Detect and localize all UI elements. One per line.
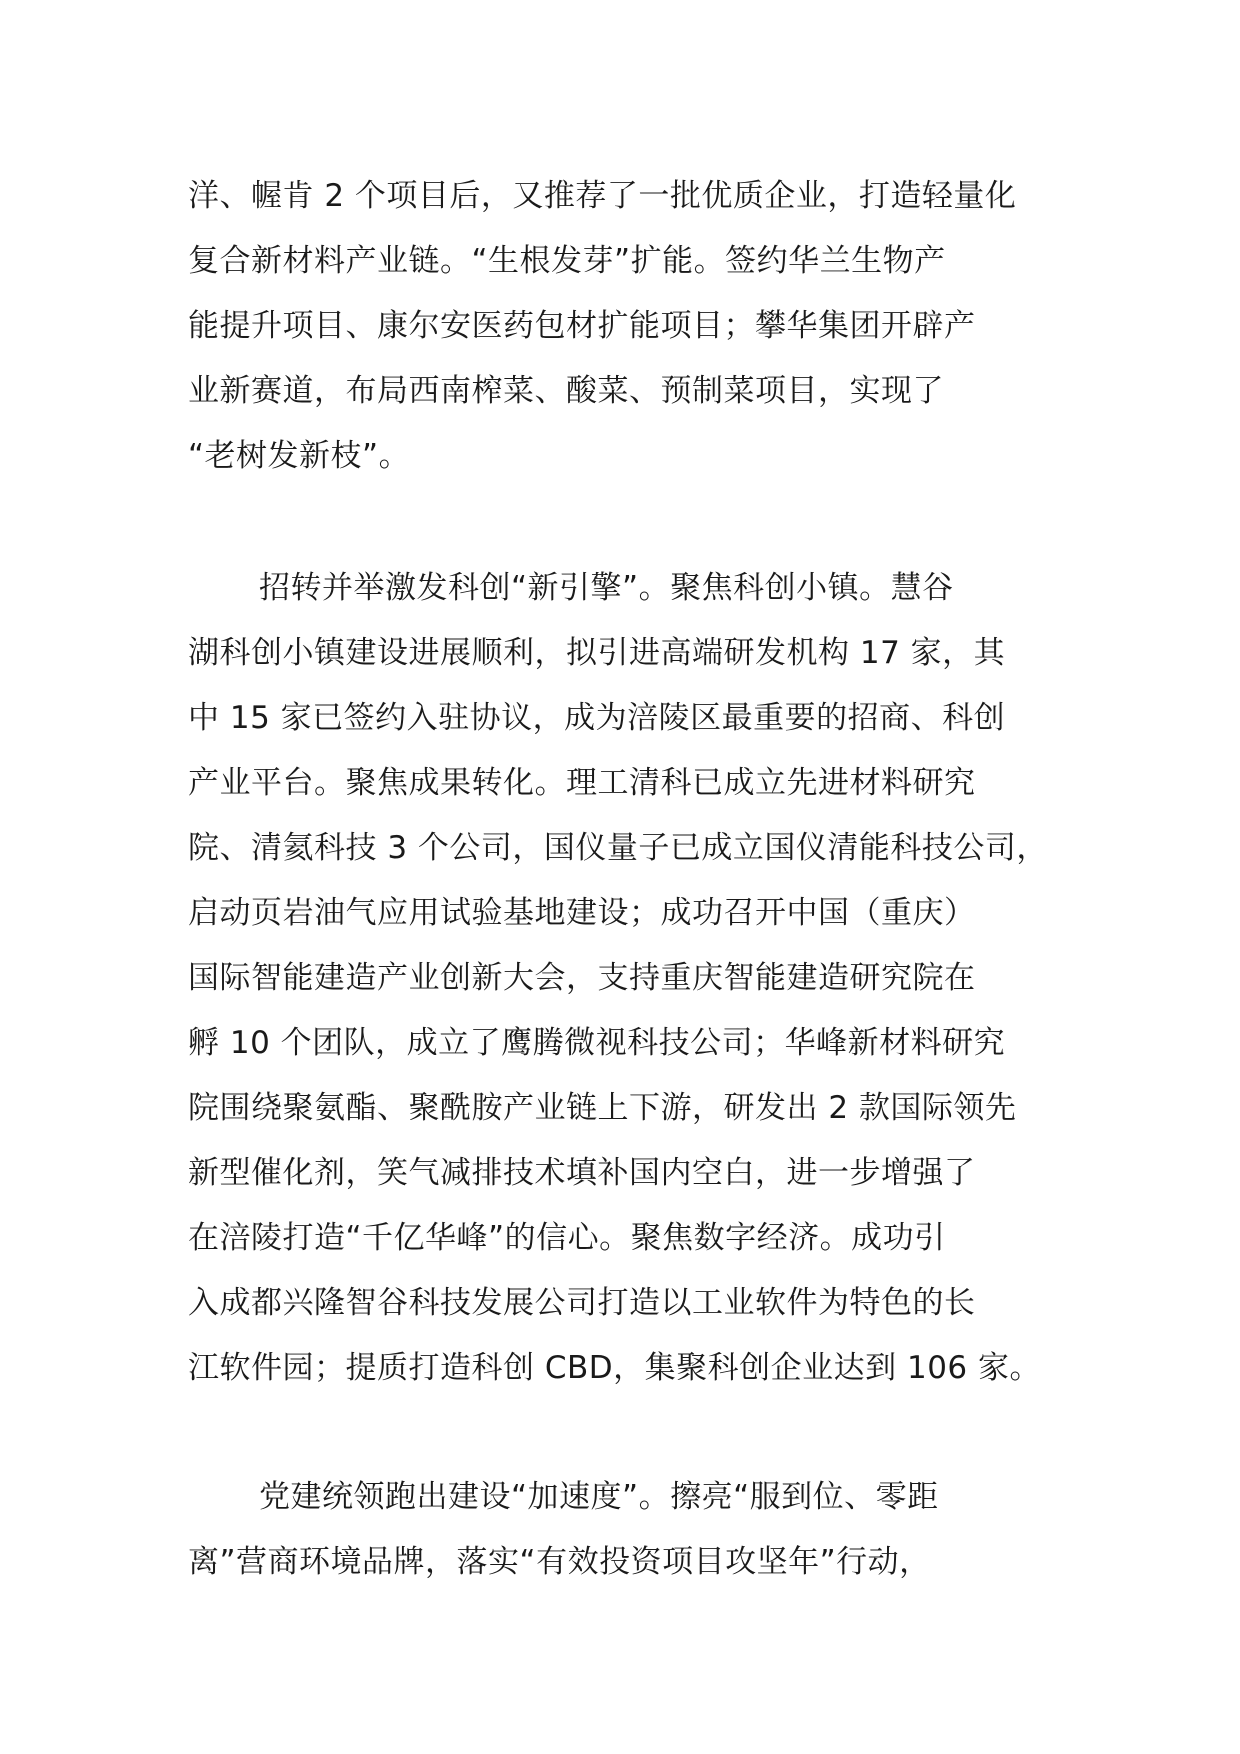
paragraph-line: 复合新材料产业链。“生根发芽”扩能。签约华兰生物产 bbox=[188, 243, 946, 279]
paragraph-line: 业新赛道，布局西南榨菜、酸菜、预制菜项目，实现了 bbox=[188, 373, 944, 409]
paragraph-line: 院围绕聚氨酯、聚酰胺产业链上下游，研发出 2 款国际领先 bbox=[188, 1090, 1017, 1126]
paragraph-line: 能提升项目、康尔安医药包材扩能项目；攀华集团开辟产 bbox=[188, 308, 976, 344]
paragraph-line: 中 15 家已签约入驻协议，成为涪陵区最重要的招商、科创 bbox=[188, 700, 1006, 736]
paragraph-line: 启动页岩油气应用试验基地建设；成功召开中国（重庆） bbox=[188, 895, 976, 931]
paragraph-line: 入成都兴隆智谷科技发展公司打造以工业软件为特色的长 bbox=[188, 1285, 976, 1321]
paragraph-line: 新型催化剂，笑气减排技术填补国内空白，进一步增强了 bbox=[188, 1155, 976, 1191]
paragraph-line: 党建统领跑出建设“加速度”。擦亮“服到位、零距 bbox=[259, 1479, 939, 1515]
paragraph-2 bbox=[188, 556, 1088, 1401]
paragraph-line: 国际智能建造产业创新大会，支持重庆智能建造研究院在 bbox=[188, 960, 976, 996]
paragraph-line: 院、清氦科技 3 个公司，国仪量子已成立国仪清能科技公司， bbox=[188, 830, 1048, 866]
paragraph-line: 孵 10 个团队，成立了鹰腾微视科技公司；华峰新材料研究 bbox=[188, 1025, 1006, 1061]
paragraph-3 bbox=[188, 1465, 1088, 1595]
paragraph-line: 湖科创小镇建设进展顺利，拟引进高端研发机构 17 家，其 bbox=[188, 635, 1006, 671]
paragraph-line: 洋、幄肯 2 个项目后，又推荐了一批优质企业，打造轻量化 bbox=[188, 178, 1017, 214]
paragraph-line: “老树发新枝”。 bbox=[188, 438, 411, 474]
paragraph-line: 招转并举激发科创“新引擎”。聚焦科创小镇。慧谷 bbox=[259, 570, 954, 606]
paragraph-line: 离”营商环境品牌，落实“有效投资项目攻坚年”行动， bbox=[188, 1544, 931, 1580]
paragraph-line: 在涪陵打造“千亿华峰”的信心。聚焦数字经济。成功引 bbox=[188, 1220, 946, 1256]
paragraph-1 bbox=[188, 164, 1088, 489]
paragraph-line: 江软件园；提质打造科创 CBD，集聚科创企业达到 106 家。 bbox=[188, 1350, 1042, 1386]
paragraph-line: 产业平台。聚焦成果转化。理工清科已成立先进材料研究 bbox=[188, 765, 976, 801]
